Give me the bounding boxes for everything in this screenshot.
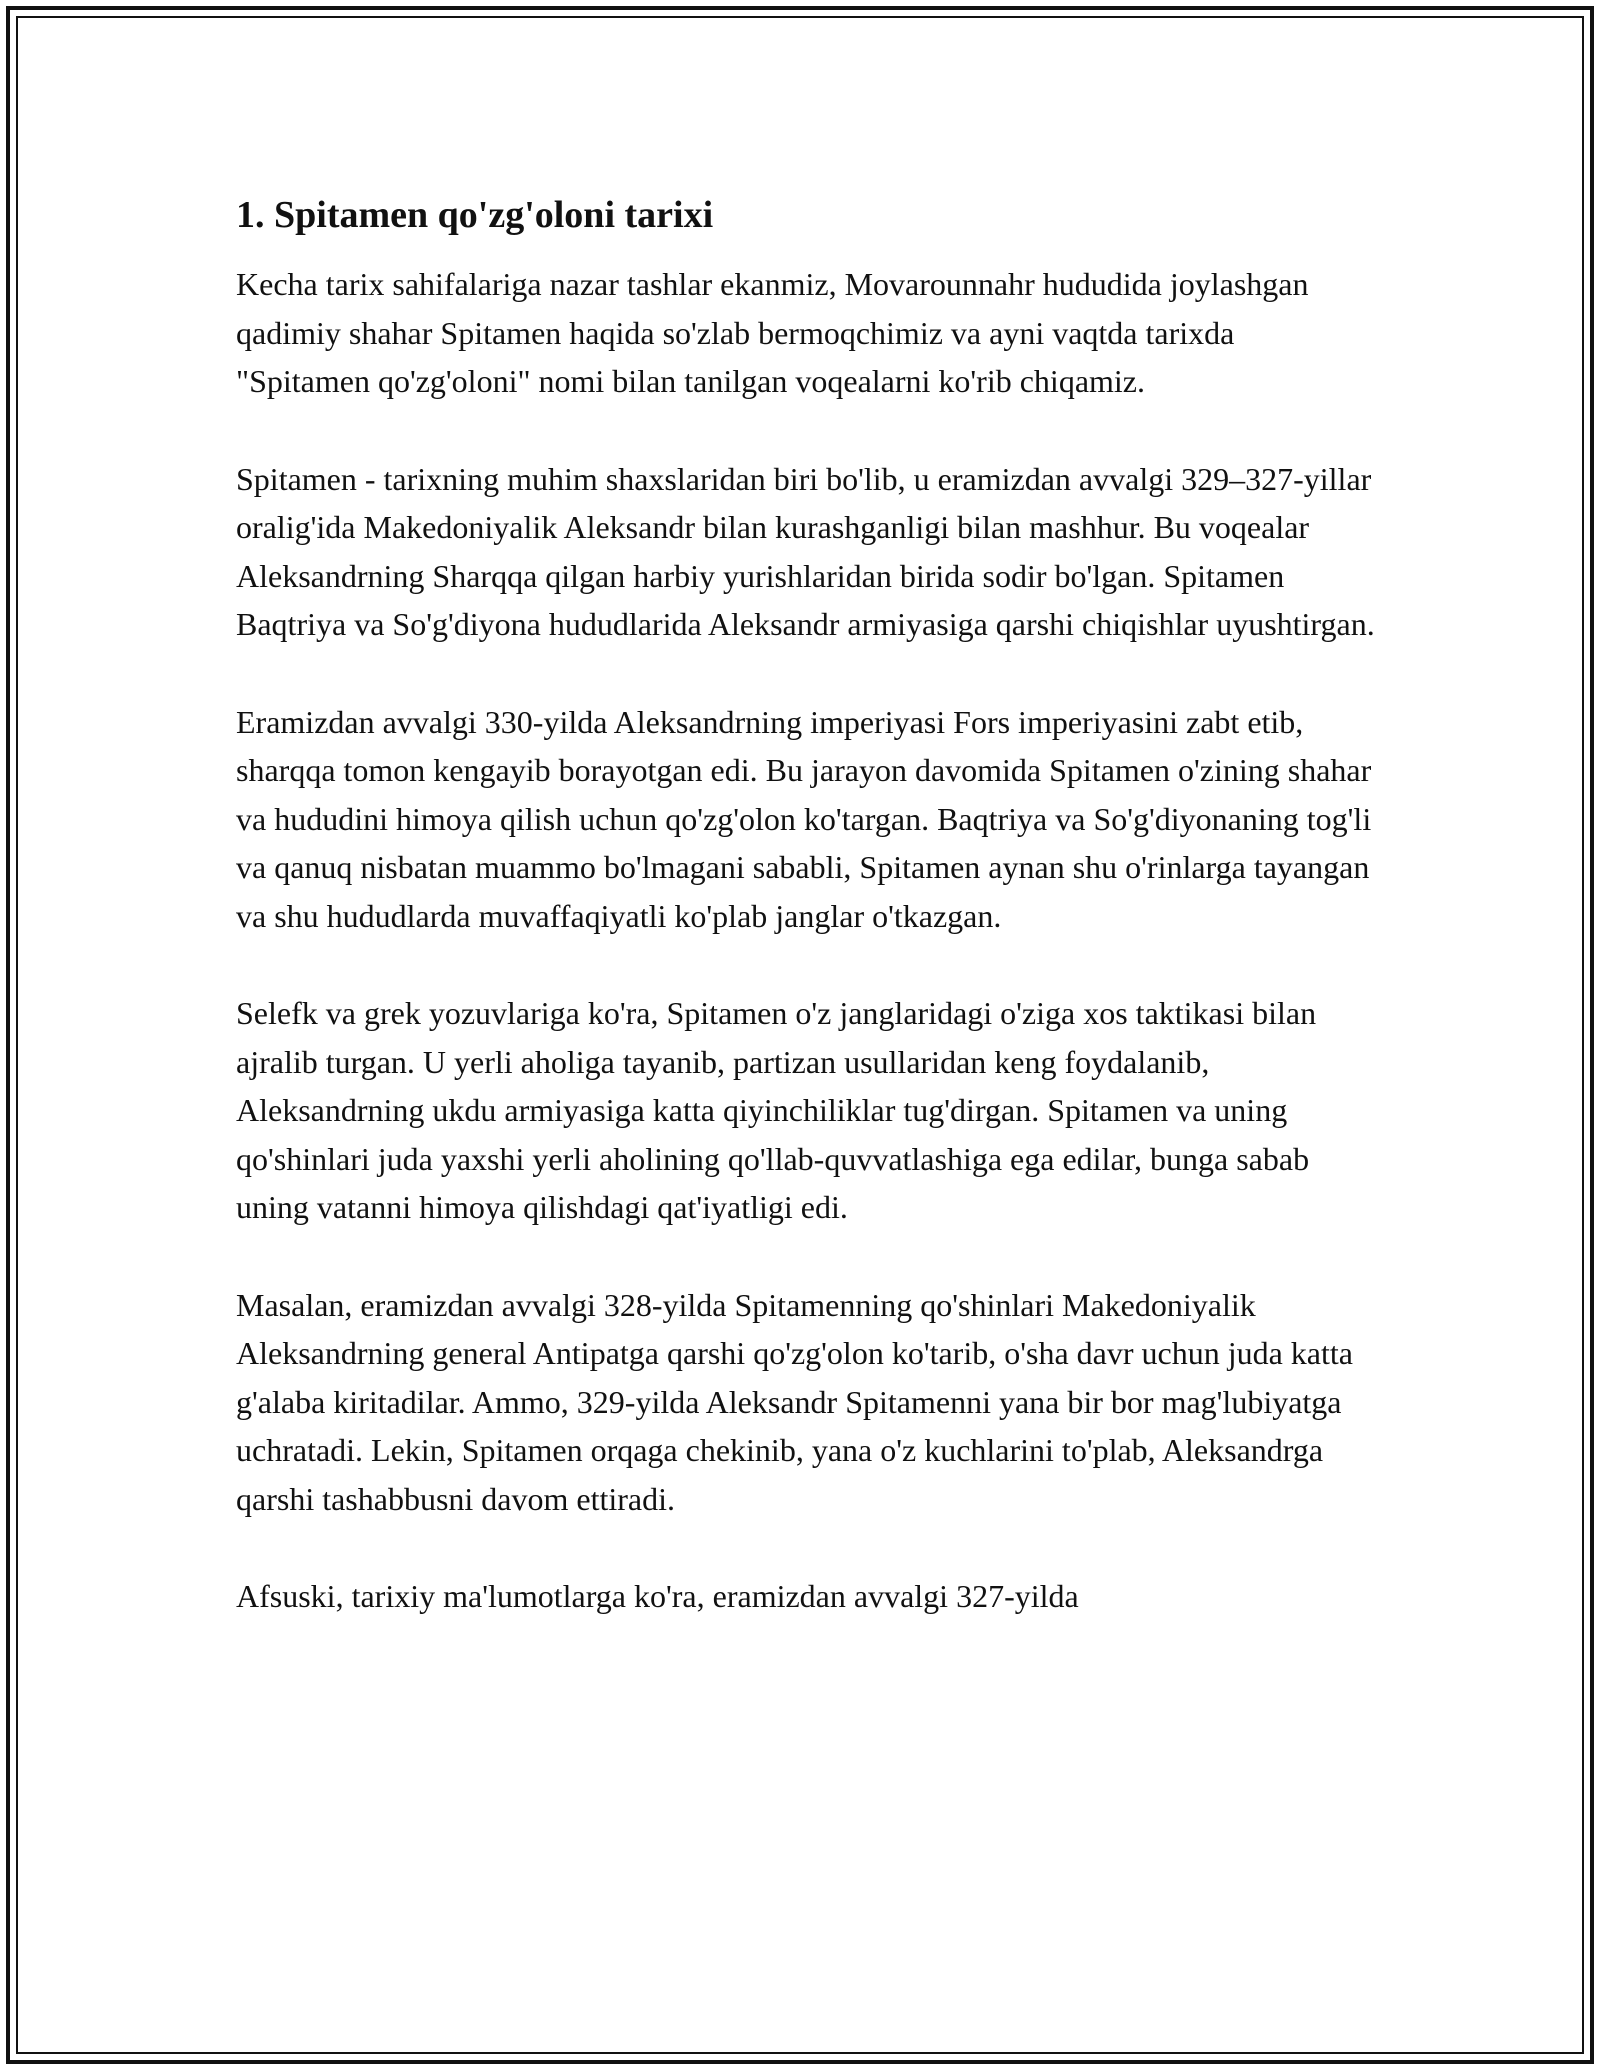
paragraph-spitamen-overview: Spitamen - tarixning muhim shaxslaridan biri bo'lib, u eramizdan avvalgi 329–327-yillar oralig'ida Makedoniyalik Aleksandr bilan kurashganligi bilan mashhur. Bu voqealar Aleksandrning Sharqqa qilgan harbiy yurishlaridan birida sodir bo'lgan. Spitamen Baqtriya va So'g'diyona hududlarida Aleksandr armiyasiga qarshi chiqishlar uyushtirgan. bbox=[236, 460, 1375, 642]
paragraph-intro: Kecha tarix sahifalariga nazar tashlar ekanmiz, Movarounnahr hududida joylashgan qadimiy shahar Spitamen haqida so'zlab bermoqchimiz va ayni vaqtda tarixda "Spitamen qo'zg'oloni" nomi bilan tanilgan voqealarni ko'rib chiqamiz. bbox=[236, 266, 1309, 399]
document-body bbox=[236, 190, 1376, 1670]
paragraph-uprising-origin: Eramizdan avvalgi 330-yilda Aleksandrning imperiyasi Fors imperiyasini zabt etib, sharqqa tomon kengayib borayotgan edi. Bu jarayon davomida Spitamen o'zining shahar va hududini himoya qilish uchun qo'zg'olon ko'targan. Baqtriya va So'g'diyonaning tog'li va qanuq nisbatan muammo bo'lmagani sababli, Spitamen aynan shu o'rinlarga tayangan va shu hududlarda muvaffaqiyatli ko'plab janglar o'tkazgan. bbox=[236, 703, 1372, 934]
paragraph-tactics: Selefk va grek yozuvlariga ko'ra, Spitamen o'z janglaridagi o'ziga xos taktikasi bilan ajralib turgan. U yerli aholiga tayanib, partizan usullaridan keng foydalanib, Aleksandrning ukdu armiyasiga katta qiyinchiliklar tug'dirgan. Spitamen va uning qo'shinlari juda yaxshi yerli aholining qo'llab-quvvatlashiga ega edilar, bunga sabab uning vatanni himoya qilishdagi qat'iyatligi edi. bbox=[236, 995, 1317, 1225]
paragraph-ending: Afsuski, tarixiy ma'lumotlarga ko'ra, eramizdan avvalgi 327-yilda bbox=[236, 1578, 1079, 1614]
paragraph-battles: Masalan, eramizdan avvalgi 328-yilda Spitamenning qo'shinlari Makedoniyalik Aleksandrning general Antipatga qarshi qo'zg'olon ko'tarib, o'sha davr uchun juda katta g'alaba kiritadilar. Ammo, 329-yilda Aleksandr Spitamenni yana bir bor mag'lubiyatga uchratadi. Lekin, Spitamen orqaga chekinib, yana o'z kuchlarini to'plab, Aleksandrga qarshi tashabbusni davom ettiradi. bbox=[236, 1286, 1353, 1517]
section-heading: 1. Spitamen qo'zg'oloni tarixi bbox=[236, 194, 714, 236]
